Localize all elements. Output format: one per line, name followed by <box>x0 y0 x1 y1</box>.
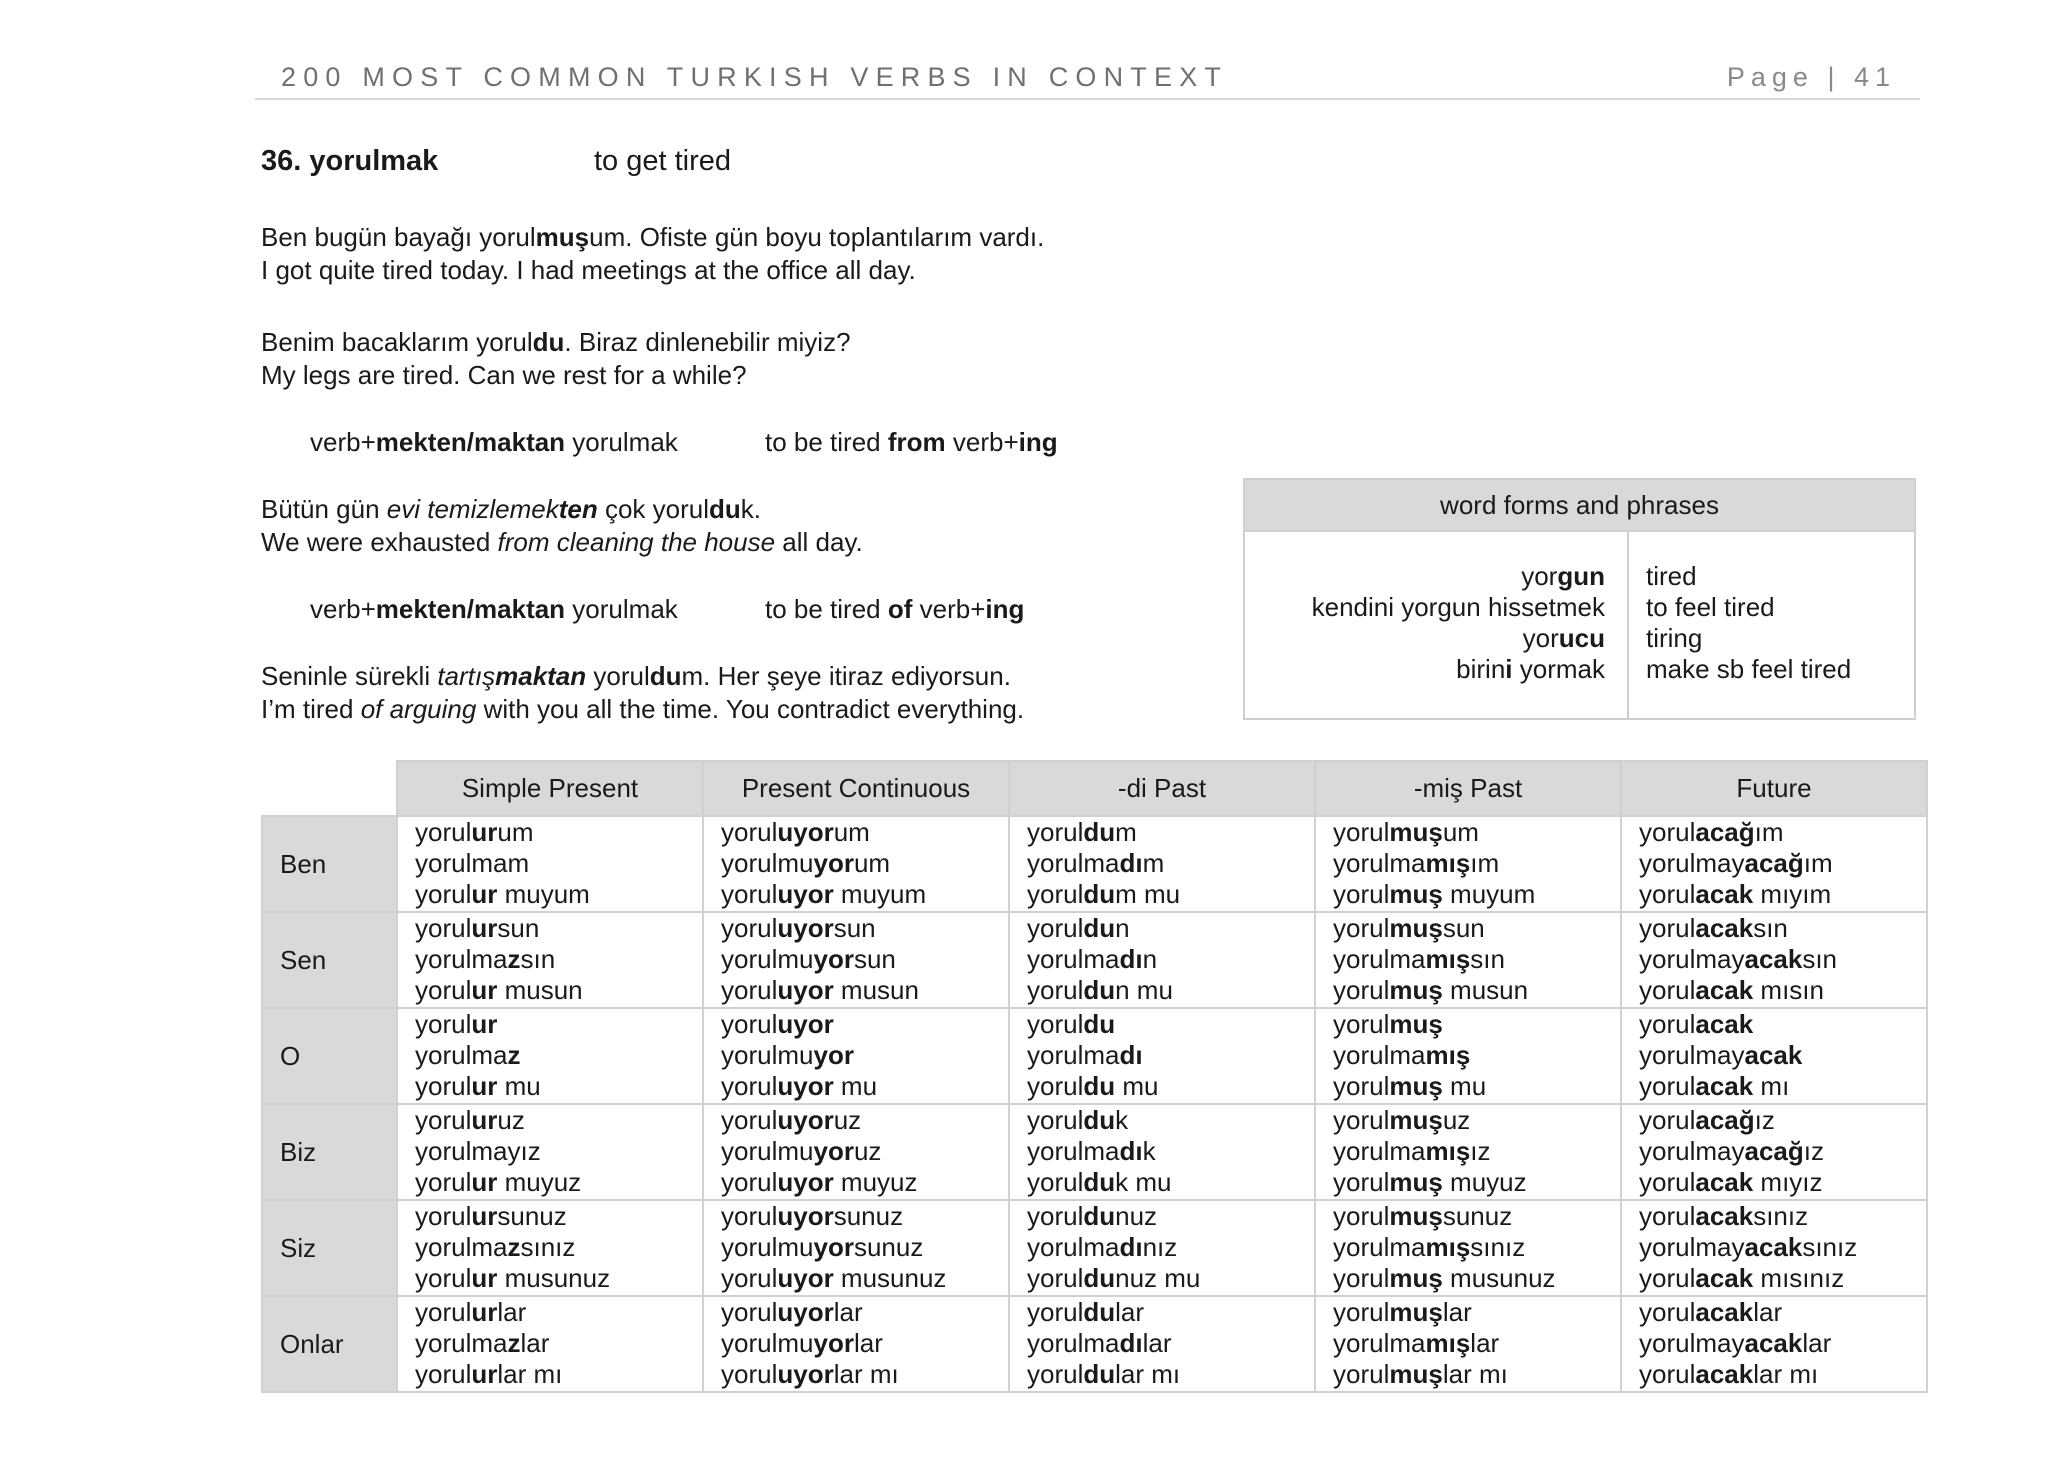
word-forms-english <box>1646 561 1851 685</box>
header-future: Future <box>1621 761 1927 816</box>
verb-form: yoruluyor musunuz <box>721 1263 947 1293</box>
verb-form: yoruluyor muyuz <box>721 1167 918 1197</box>
word-form-item: kendini yorgun hissetmek <box>1311 592 1605 622</box>
verb-form: yoruluruz <box>415 1105 525 1135</box>
conjugation-cell <box>1315 1008 1621 1104</box>
conjugation-cell <box>703 1296 1009 1392</box>
verb-form: yorulmuyorum <box>721 848 891 878</box>
verb-form: yoruluyorlar mı <box>721 1359 899 1389</box>
header-mis-past: -miş Past <box>1315 761 1621 816</box>
verb-form: yorulmayacak <box>1639 1040 1803 1070</box>
verb-form: yorulur musun <box>415 975 583 1005</box>
verb-form: yoruluyorlar <box>721 1297 863 1327</box>
book-title: 200 MOST COMMON TURKISH VERBS IN CONTEXT <box>281 62 1229 92</box>
pronoun-cell: O <box>262 1008 397 1104</box>
verb-form: yorulmazsınız <box>415 1232 576 1262</box>
example-2-english: My legs are tired. Can we rest for a while? <box>261 360 747 390</box>
verb-form: yorulmuş <box>1333 1009 1443 1039</box>
verb-form: yorulur <box>415 1009 498 1039</box>
example-3-english: We were exhausted from cleaning the house all day. <box>261 527 863 557</box>
page-header <box>255 58 1920 100</box>
verb-form: yoruldun <box>1027 913 1130 943</box>
verb-form: yoruldular mı <box>1027 1359 1181 1389</box>
verb-form: yorulurlar <box>415 1297 527 1327</box>
conjugation-cell <box>1009 1008 1315 1104</box>
verb-form: yorulmadınız <box>1027 1232 1178 1262</box>
verb-form: yorulmuyoruz <box>721 1136 882 1166</box>
verb-form: yorulacaklar <box>1639 1297 1783 1327</box>
conjugation-row <box>262 1296 1927 1392</box>
conjugation-cell <box>1621 1296 1927 1392</box>
verb-form: yorulur muyum <box>415 879 590 909</box>
word-form-meaning: tiring <box>1646 623 1703 653</box>
pronoun-cell: Siz <box>262 1200 397 1296</box>
example-2-turkish: Benim bacaklarım yoruldu. Biraz dinlenebilir miyiz? <box>261 327 851 357</box>
page-number: Page | 41 <box>1726 62 1896 92</box>
verb-form: yoruluyor muyum <box>721 879 927 909</box>
conjugation-cell <box>397 912 703 1008</box>
verb-form: yoruldunuz <box>1027 1201 1158 1231</box>
verb-form: yorulmuyorsun <box>721 944 896 974</box>
verb-form: yorulmaz <box>415 1040 521 1070</box>
pattern-2-meaning: to be tired of verb+ing <box>765 594 1025 624</box>
verb-form: yorulmuş mu <box>1333 1071 1487 1101</box>
conjugation-cell <box>397 816 703 912</box>
verb-form: yoruldu mu <box>1027 1071 1159 1101</box>
verb-form: yorulmayacaksınız <box>1639 1232 1858 1262</box>
verb-form: yorulacağız <box>1639 1105 1775 1135</box>
pattern-2-structure: verb+mekten/maktan yorulmak <box>310 594 678 624</box>
conjugation-cell <box>397 1200 703 1296</box>
word-forms-turkish <box>1312 561 1605 685</box>
verb-form: yorulursunuz <box>415 1201 567 1231</box>
verb-form: yorulursun <box>415 913 540 943</box>
word-form-item: yorgun <box>1521 561 1605 591</box>
conjugation-cell <box>703 816 1009 912</box>
verb-form: yorulacak mısın <box>1639 975 1824 1005</box>
header-di-past: -di Past <box>1009 761 1315 816</box>
verb-form: yorulmamışız <box>1333 1136 1491 1166</box>
verb-form: yoruluyorsun <box>721 913 876 943</box>
verb-form: yorulmayız <box>415 1136 541 1166</box>
conjugation-cell <box>1621 1104 1927 1200</box>
pronoun-cell: Biz <box>262 1104 397 1200</box>
verb-form: yorulacak mı <box>1639 1071 1790 1101</box>
verb-form: yorulmamışım <box>1333 848 1500 878</box>
verb-form: yoruldular <box>1027 1297 1145 1327</box>
verb-form: yorulacak mısınız <box>1639 1263 1845 1293</box>
verb-meaning: to get tired <box>594 145 732 177</box>
conjugation-row <box>262 1200 1927 1296</box>
verb-form: yoruldu <box>1027 1009 1116 1039</box>
conjugation-row <box>262 1008 1927 1104</box>
conjugation-cell <box>1621 1008 1927 1104</box>
verb-form: yorulmayacaklar <box>1639 1328 1832 1358</box>
conjugation-cell <box>397 1008 703 1104</box>
conjugation-cell <box>1621 816 1927 912</box>
conjugation-row <box>262 816 1927 912</box>
verb-form: yorulmuşlar <box>1333 1297 1472 1327</box>
verb-form: yorulurlar mı <box>415 1359 563 1389</box>
verb-form: yoruluyorsunuz <box>721 1201 904 1231</box>
verb-form: yorulmuyor <box>721 1040 854 1070</box>
verb-form: yoruluyor mu <box>721 1071 878 1101</box>
verb-form: yorulmayacaksın <box>1639 944 1838 974</box>
word-forms-divider <box>1627 532 1629 718</box>
verb-form: yorulmadık <box>1027 1136 1156 1166</box>
verb-form: yorulmadım <box>1027 848 1165 878</box>
verb-form: yorulmadılar <box>1027 1328 1172 1358</box>
conjugation-cell <box>397 1296 703 1392</box>
verb-form: yorulmayacağız <box>1639 1136 1824 1166</box>
conjugation-cell <box>1009 1296 1315 1392</box>
conjugation-cell <box>1621 912 1927 1008</box>
verb-form: yorulacak mıyız <box>1639 1167 1823 1197</box>
conjugation-cell <box>703 1104 1009 1200</box>
conjugation-cell <box>1009 1104 1315 1200</box>
example-1-english: I got quite tired today. I had meetings at the office all day. <box>261 255 916 285</box>
verb-form: yoruluyoruz <box>721 1105 862 1135</box>
verb-form: yorulmuş muyuz <box>1333 1167 1527 1197</box>
verb-form: yorulmazsın <box>415 944 556 974</box>
verb-form: yorulmuşum <box>1333 817 1479 847</box>
example-1-turkish: Ben bugün bayağı yorulmuşum. Ofiste gün boyu toplantılarım vardı. <box>261 222 1045 252</box>
conjugation-cell <box>1315 1104 1621 1200</box>
verb-form: yorulurum <box>415 817 534 847</box>
conjugation-header-row <box>262 761 1927 816</box>
verb-form: yoruldum mu <box>1027 879 1181 909</box>
verb-form: yorulmuşsunuz <box>1333 1201 1513 1231</box>
pattern-1-structure: verb+mekten/maktan yorulmak <box>310 427 678 457</box>
verb-form: yorulmuyorsunuz <box>721 1232 924 1262</box>
pronoun-cell: Ben <box>262 816 397 912</box>
conjugation-row <box>262 1104 1927 1200</box>
verb-form: yorulmamışsınız <box>1333 1232 1526 1262</box>
verb-form: yorulmuyorlar <box>721 1328 883 1358</box>
verb-form: yorulacak <box>1639 1009 1754 1039</box>
conjugation-cell <box>397 1104 703 1200</box>
conjugation-cell <box>1009 912 1315 1008</box>
example-4-turkish: Seninle sürekli tartışmaktan yoruldum. Her şeye itiraz ediyorsun. <box>261 661 1011 691</box>
conjugation-cell <box>1315 912 1621 1008</box>
conjugation-cell <box>1621 1200 1927 1296</box>
conjugation-cell <box>703 912 1009 1008</box>
verb-form: yorulmadı <box>1027 1040 1143 1070</box>
header-simple-present: Simple Present <box>397 761 703 816</box>
conjugation-cell <box>1315 1200 1621 1296</box>
verb-form: yoruldun mu <box>1027 975 1173 1005</box>
verb-form: yorulmam <box>415 848 530 878</box>
example-4-english: I’m tired of arguing with you all the time. You contradict everything. <box>261 694 1025 724</box>
verb-form: yorulur mu <box>415 1071 541 1101</box>
pattern-1-meaning: to be tired from verb+ing <box>765 427 1058 457</box>
verb-form: yorulmuş muyum <box>1333 879 1536 909</box>
word-form-meaning: make sb feel tired <box>1646 654 1852 684</box>
word-form-meaning: tired <box>1646 561 1697 591</box>
conjugation-cell <box>1315 1296 1621 1392</box>
verb-form: yoruluyor musun <box>721 975 919 1005</box>
word-form-meaning: to feel tired <box>1646 592 1775 622</box>
conjugation-cell <box>703 1200 1009 1296</box>
verb-form: yorulmayacağım <box>1639 848 1833 878</box>
verb-form: yorulduk <box>1027 1105 1129 1135</box>
conjugation-cell <box>703 1008 1009 1104</box>
conjugation-table <box>261 760 1928 1393</box>
verb-form: yoruluyor <box>721 1009 834 1039</box>
header-corner <box>262 761 397 816</box>
pronoun-cell: Onlar <box>262 1296 397 1392</box>
example-3-turkish: Bütün gün evi temizlemekten çok yorulduk. <box>261 494 761 524</box>
conjugation-cell <box>1009 816 1315 912</box>
verb-form: yorulmuş musunuz <box>1333 1263 1556 1293</box>
word-forms-box <box>1243 478 1916 720</box>
word-form-item: birini yormak <box>1456 654 1605 684</box>
verb-form: yorulacaksınız <box>1639 1201 1809 1231</box>
verb-form: yorulduk mu <box>1027 1167 1172 1197</box>
verb-form: yorulmuş musun <box>1333 975 1529 1005</box>
verb-form: yoruldunuz mu <box>1027 1263 1201 1293</box>
conjugation-row <box>262 912 1927 1008</box>
verb-form: yorulmazlar <box>415 1328 550 1358</box>
pronoun-cell: Sen <box>262 912 397 1008</box>
verb-form: yorulacak mıyım <box>1639 879 1832 909</box>
verb-form: yorulmamışsın <box>1333 944 1505 974</box>
verb-form: yorulmamış <box>1333 1040 1471 1070</box>
verb-form: yorulacağım <box>1639 817 1784 847</box>
verb-form: yorulacaksın <box>1639 913 1788 943</box>
verb-form: yorulmuşuz <box>1333 1105 1471 1135</box>
word-form-item: yorucu <box>1522 623 1605 653</box>
verb-form: yorulacaklar mı <box>1639 1359 1819 1389</box>
verb-form: yoruluyorum <box>721 817 870 847</box>
verb-heading: 36. yorulmak <box>261 145 439 177</box>
verb-form: yorulur muyuz <box>415 1167 582 1197</box>
verb-form: yoruldum <box>1027 817 1137 847</box>
verb-form: yorulmuşsun <box>1333 913 1485 943</box>
verb-form: yorulmuşlar mı <box>1333 1359 1508 1389</box>
conjugation-cell <box>1315 816 1621 912</box>
verb-form: yorulur musunuz <box>415 1263 611 1293</box>
verb-form: yorulmamışlar <box>1333 1328 1500 1358</box>
word-forms-title: word forms and phrases <box>1245 480 1914 532</box>
conjugation-cell <box>1009 1200 1315 1296</box>
verb-form: yorulmadın <box>1027 944 1158 974</box>
header-present-continuous: Present Continuous <box>703 761 1009 816</box>
